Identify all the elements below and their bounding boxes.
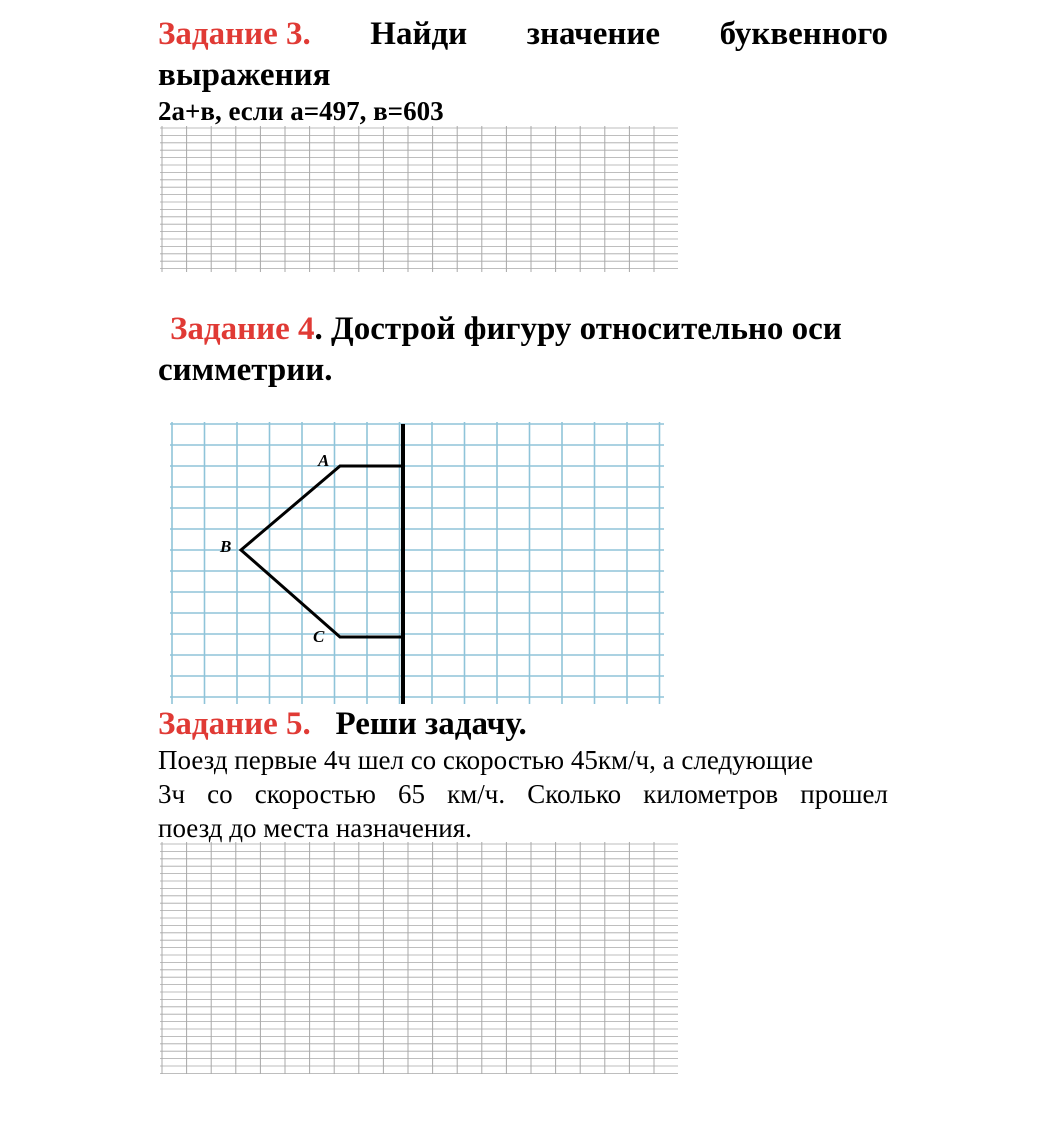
task5-text-line3: поезд до места назначения. [158,813,472,843]
task5-problem-text [158,743,888,845]
task5-word: 65 [397,779,425,809]
task3-expression: 2а+в, если а=497, в=603 [158,96,444,126]
task4-instruction: . Дострой фигуру относительно оси [314,311,842,347]
task5-word: Сколько [527,779,622,809]
task5-label: Задание 5. [158,706,311,742]
task4-heading-line2: симметрии. [158,352,333,388]
task5-word: прошел [800,779,888,809]
task3-heading-line2: выражения [158,57,331,93]
task4-symmetry-figure[interactable] [170,422,670,706]
task5-text-line1: Поезд первые 4ч шел со скоростью 45км/ч, а следующие [158,745,814,775]
point-b-label: B [220,537,232,556]
task3-instruction-word2: значение [526,16,661,52]
task5-word: км/ч. [447,779,506,809]
task3-instruction-word3: буквенного [719,16,888,52]
task4-grid-lines [170,422,664,704]
task4-label: Задание 4 [170,311,315,347]
task5-word: 3ч [158,779,186,809]
task4-heading-line1 [170,308,888,350]
figure-outline [241,466,403,637]
task3-answer-grid[interactable] [160,126,680,272]
point-c-label: C [313,627,325,646]
task5-heading [158,703,527,745]
task3-instruction-word1: Найди [370,16,468,52]
task3-heading-line1 [158,14,888,54]
point-a-label: A [318,451,330,470]
task5-word: со [207,779,233,809]
task3-label: Задание 3. [158,16,311,52]
task5-answer-grid[interactable] [160,842,680,1074]
task5-word: километров [643,779,779,809]
task5-word: скоростью [254,779,376,809]
task5-instruction: Реши задачу. [335,706,527,742]
task5-text-line2 [158,777,888,811]
